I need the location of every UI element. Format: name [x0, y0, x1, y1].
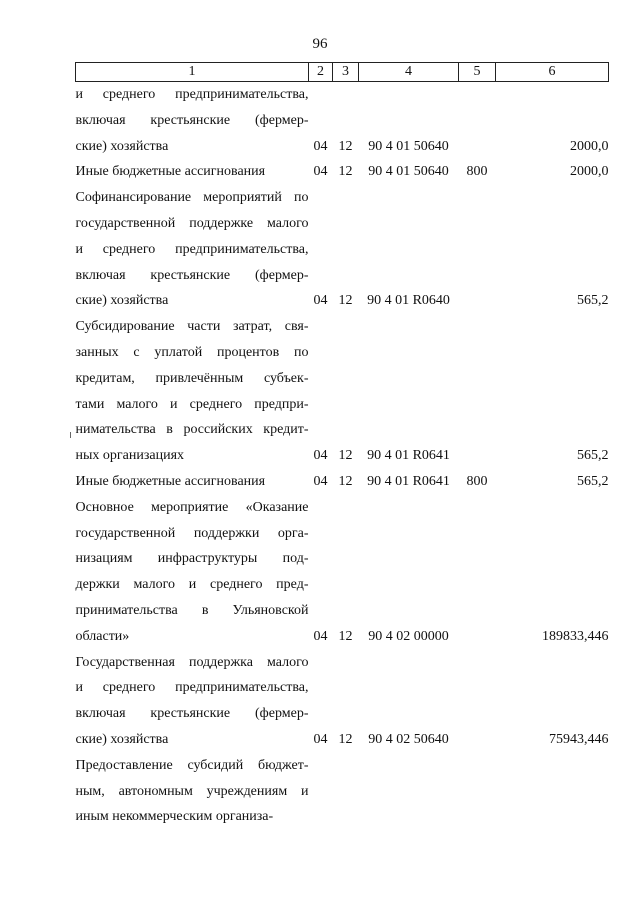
amount-cell: 189833,446	[542, 628, 609, 644]
target-article-code-cell: 90 4 01 50640	[368, 164, 449, 180]
scan-mark	[70, 432, 71, 438]
row-name-line: ские) хозяйства	[75, 731, 169, 747]
col-header-4: 4	[359, 63, 459, 82]
expense-type-code-cell	[459, 314, 496, 469]
table-row	[76, 82, 609, 160]
table-row	[76, 650, 609, 753]
expense-type-code-cell	[459, 650, 496, 753]
col-header-3: 3	[333, 63, 359, 82]
section-code-cell: 04	[313, 731, 328, 747]
row-name-cell	[76, 314, 309, 469]
row-name-line: Иные бюджетные ассигнования	[75, 164, 266, 180]
section-code-cell: 04	[313, 164, 328, 180]
expense-type-code-cell: 800	[466, 164, 488, 180]
row-name-cell	[76, 469, 309, 495]
row-name-line: государственной поддержке малого	[75, 215, 309, 231]
table-row	[76, 159, 609, 185]
row-name-cell	[76, 495, 309, 650]
row-name-line: держки малого и среднего пред-	[75, 577, 309, 593]
section-code-cell	[309, 753, 333, 830]
subsection-code-cell: 12	[338, 731, 353, 747]
row-name-line: области»	[75, 628, 130, 644]
row-name-line: Основное мероприятие «Оказание	[75, 499, 309, 515]
target-article-code-cell: 90 4 01 R0640	[367, 293, 450, 309]
col-header-5: 5	[459, 63, 496, 82]
target-article-code-cell: 90 4 01 R0641	[367, 448, 450, 464]
target-article-code-cell: 90 4 02 00000	[368, 628, 449, 644]
row-name-line: ские) хозяйства	[75, 138, 169, 154]
row-name-line: Иные бюджетные ассигнования	[75, 473, 266, 489]
row-name-line: ным, автономным учреждениям и	[75, 783, 309, 799]
row-name-line: принимательства в Ульяновской	[75, 602, 309, 618]
row-name-cell	[76, 650, 309, 753]
subsection-code-cell: 12	[338, 448, 353, 464]
col-header-2: 2	[309, 63, 333, 82]
subsection-code-cell	[333, 753, 359, 830]
row-name-cell	[76, 159, 309, 185]
section-code-cell: 04	[313, 138, 328, 154]
row-name-cell	[76, 753, 309, 830]
row-name-line: государственной поддержки орга-	[75, 525, 309, 541]
table-row	[76, 314, 609, 469]
row-name-line: низациям инфраструктуры под-	[75, 551, 309, 567]
subsection-code-cell: 12	[338, 164, 353, 180]
row-name-line: включая крестьянские (фермер-	[75, 706, 309, 722]
section-code-cell: 04	[313, 628, 328, 644]
row-name-line: кредитам, привлечённым субъек-	[75, 370, 309, 386]
amount-cell: 2000,0	[570, 138, 609, 154]
target-article-code-cell: 90 4 01 50640	[368, 138, 449, 154]
amount-cell	[496, 753, 609, 830]
amount-cell: 565,2	[577, 293, 609, 309]
target-article-code-cell: 90 4 02 50640	[368, 731, 449, 747]
table-row	[76, 469, 609, 495]
row-name-line: Софинансирование мероприятий по	[75, 190, 309, 206]
expense-type-code-cell	[459, 753, 496, 830]
row-name-cell	[76, 82, 309, 160]
table-row	[76, 185, 609, 314]
budget-table	[75, 62, 609, 830]
subsection-code-cell: 12	[338, 628, 353, 644]
row-name-line: включая крестьянские (фермер-	[75, 112, 309, 128]
section-code-cell: 04	[313, 473, 328, 489]
col-header-1: 1	[76, 63, 309, 82]
row-name-line: Государственная поддержка малого	[75, 654, 309, 670]
row-name-cell	[76, 185, 309, 314]
row-name-line: тами малого и среднего предпри-	[75, 396, 309, 412]
row-name-line: и среднего предпринимательства,	[75, 87, 309, 102]
row-name-line: и среднего предпринимательства,	[75, 241, 309, 257]
row-name-line: Субсидирование части затрат, свя-	[75, 319, 309, 335]
section-code-cell: 04	[313, 293, 328, 309]
subsection-code-cell: 12	[338, 293, 353, 309]
table-row	[76, 753, 609, 830]
row-name-line: и среднего предпринимательства,	[75, 680, 309, 696]
row-name-line: ных организациях	[75, 448, 185, 464]
expense-type-code-cell: 800	[466, 473, 488, 489]
row-name-line: иным некоммерческим организа-	[75, 809, 274, 825]
amount-cell: 565,2	[577, 448, 609, 464]
row-name-line: Предоставление субсидий бюджет-	[75, 757, 309, 773]
expense-type-code-cell	[459, 185, 496, 314]
row-name-line: занных с уплатой процентов по	[75, 344, 309, 360]
row-name-line: нимательства в российских кредит-	[75, 422, 309, 438]
target-article-code-cell: 90 4 01 R0641	[367, 473, 450, 489]
row-name-line: ские) хозяйства	[75, 293, 169, 309]
subsection-code-cell: 12	[338, 138, 353, 154]
expense-type-code-cell	[459, 82, 496, 160]
amount-cell: 2000,0	[570, 164, 609, 180]
amount-cell: 75943,446	[549, 731, 609, 747]
table-row	[76, 495, 609, 650]
expense-type-code-cell	[459, 495, 496, 650]
table-header-row	[76, 63, 609, 82]
target-article-code-cell	[359, 753, 459, 830]
section-code-cell: 04	[313, 448, 328, 464]
amount-cell: 565,2	[577, 473, 609, 489]
subsection-code-cell: 12	[338, 473, 353, 489]
col-header-6: 6	[496, 63, 609, 82]
row-name-line: включая крестьянские (фермер-	[75, 267, 309, 283]
page-number: 96	[312, 36, 328, 52]
